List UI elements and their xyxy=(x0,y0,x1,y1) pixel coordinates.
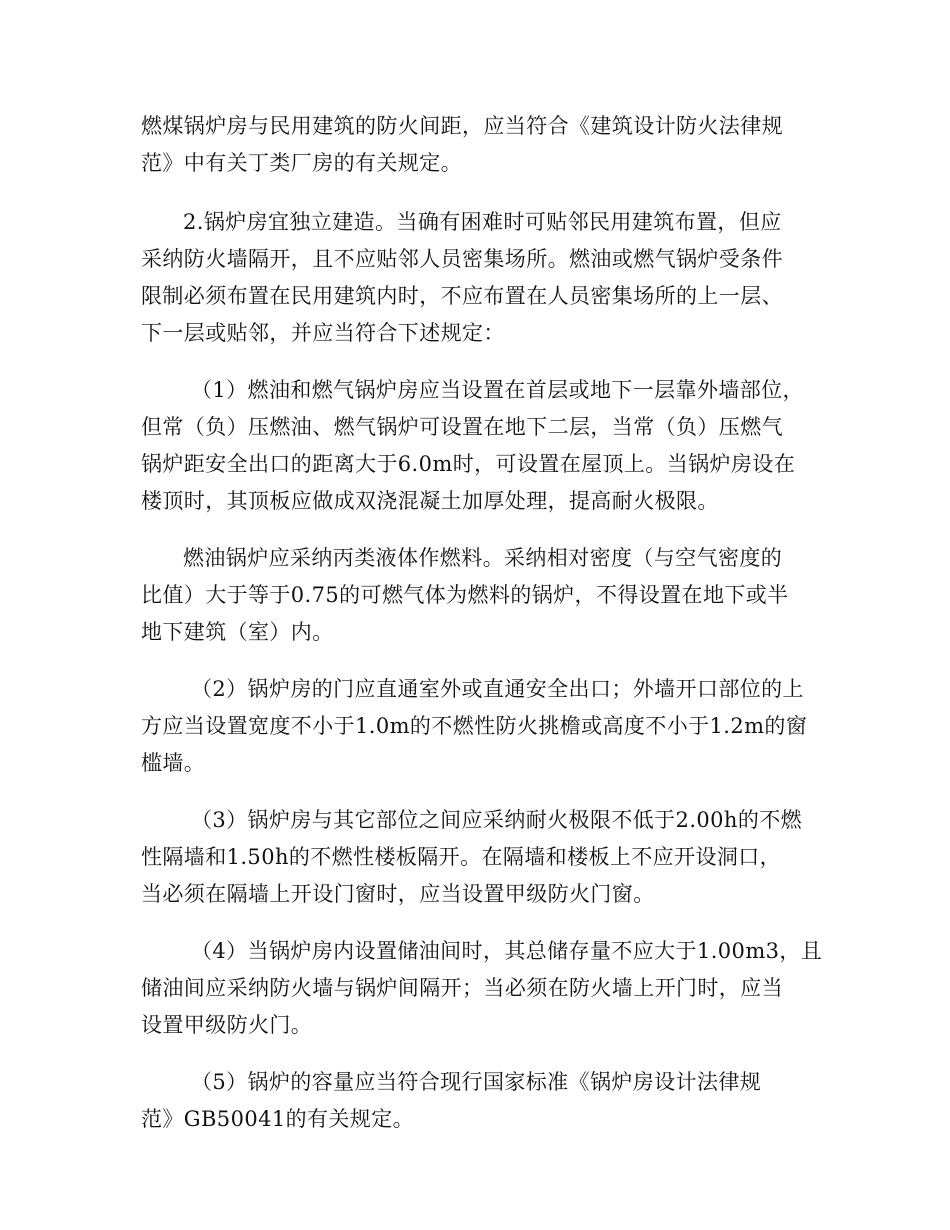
paragraph-line: 当必须在隔墙上开设门窗时，应当设置甲级防火门窗。 xyxy=(141,882,655,906)
paragraph-subitem-4 xyxy=(141,933,821,1044)
paragraph-line: 槛墙。 xyxy=(141,751,206,775)
paragraph-line: 采纳防火墙隔开，且不应贴邻人员密集场所。燃油或燃气锅炉受条件 xyxy=(141,247,783,271)
paragraph-line: 比值）大于等于0.75的可燃气体为燃料的锅炉，不得设置在地下或半 xyxy=(141,583,789,607)
paragraph-line: 燃煤锅炉房与民用建筑的防火间距，应当符合《建筑设计防火法律规 xyxy=(141,114,783,138)
paragraph-line: （3）锅炉房与其它部位之间应采纳耐火极限不低于2.00h的不燃 xyxy=(191,808,803,832)
paragraph-fuel-oil xyxy=(141,540,821,651)
paragraph-line: 性隔墙和1.50h的不燃性楼板隔开。在隔墙和楼板上不应开设洞口， xyxy=(141,845,782,869)
paragraph-fire-distance xyxy=(141,108,821,182)
paragraph-subitem-3 xyxy=(141,802,821,913)
paragraph-line: 设置甲级防火门。 xyxy=(141,1013,313,1037)
paragraph-line: 但常（负）压燃油、燃气锅炉可设置在地下二层，当常（负）压燃气 xyxy=(141,415,783,439)
paragraph-line: 限制必须布置在民用建筑内时，不应布置在人员密集场所的上一层、 xyxy=(141,284,783,308)
paragraph-line: 下一层或贴邻，并应当符合下述规定： xyxy=(141,321,505,345)
paragraph-line: 范》中有关丁类厂房的有关规定。 xyxy=(141,151,462,175)
paragraph-item-2 xyxy=(141,204,821,352)
paragraph-line: （4）当锅炉房内设置储油间时，其总储存量不应大于1.00m3，且 xyxy=(191,939,823,963)
paragraph-line: （5）锅炉的容量应当符合现行国家标准《锅炉房设计法律规 xyxy=(191,1070,762,1094)
paragraph-line: 锅炉距安全出口的距离大于6.0m时，可设置在屋顶上。当锅炉房设在 xyxy=(141,452,796,476)
paragraph-line: 地下建筑（室）内。 xyxy=(141,620,334,644)
paragraph-line: 燃油锅炉应采纳丙类液体作燃料。采纳相对密度（与空气密度的 xyxy=(183,546,783,570)
paragraph-line: （2）锅炉房的门应直通室外或直通安全出口；外墙开口部位的上 xyxy=(191,677,804,701)
paragraph-subitem-5 xyxy=(141,1064,821,1138)
paragraph-line: 方应当设置宽度不小于1.0m的不燃性防火挑檐或高度不小于1.2m的窗 xyxy=(141,714,808,738)
paragraph-line: 2.锅炉房宜独立建造。当确有困难时可贴邻民用建筑布置，但应 xyxy=(183,210,782,234)
paragraph-subitem-1 xyxy=(141,372,821,520)
paragraph-line: （1）燃油和燃气锅炉房应当设置在首层或地下一层靠外墙部位， xyxy=(191,378,804,402)
paragraph-line: 楼顶时，其顶板应做成双浇混凝土加厚处理，提高耐火极限。 xyxy=(141,489,719,513)
paragraph-subitem-2 xyxy=(141,671,821,782)
paragraph-line: 储油间应采纳防火墙与锅炉间隔开；当必须在防火墙上开门时，应当 xyxy=(141,976,783,1000)
paragraph-line: 范》GB50041的有关规定。 xyxy=(141,1107,415,1131)
document-page xyxy=(141,108,821,1138)
